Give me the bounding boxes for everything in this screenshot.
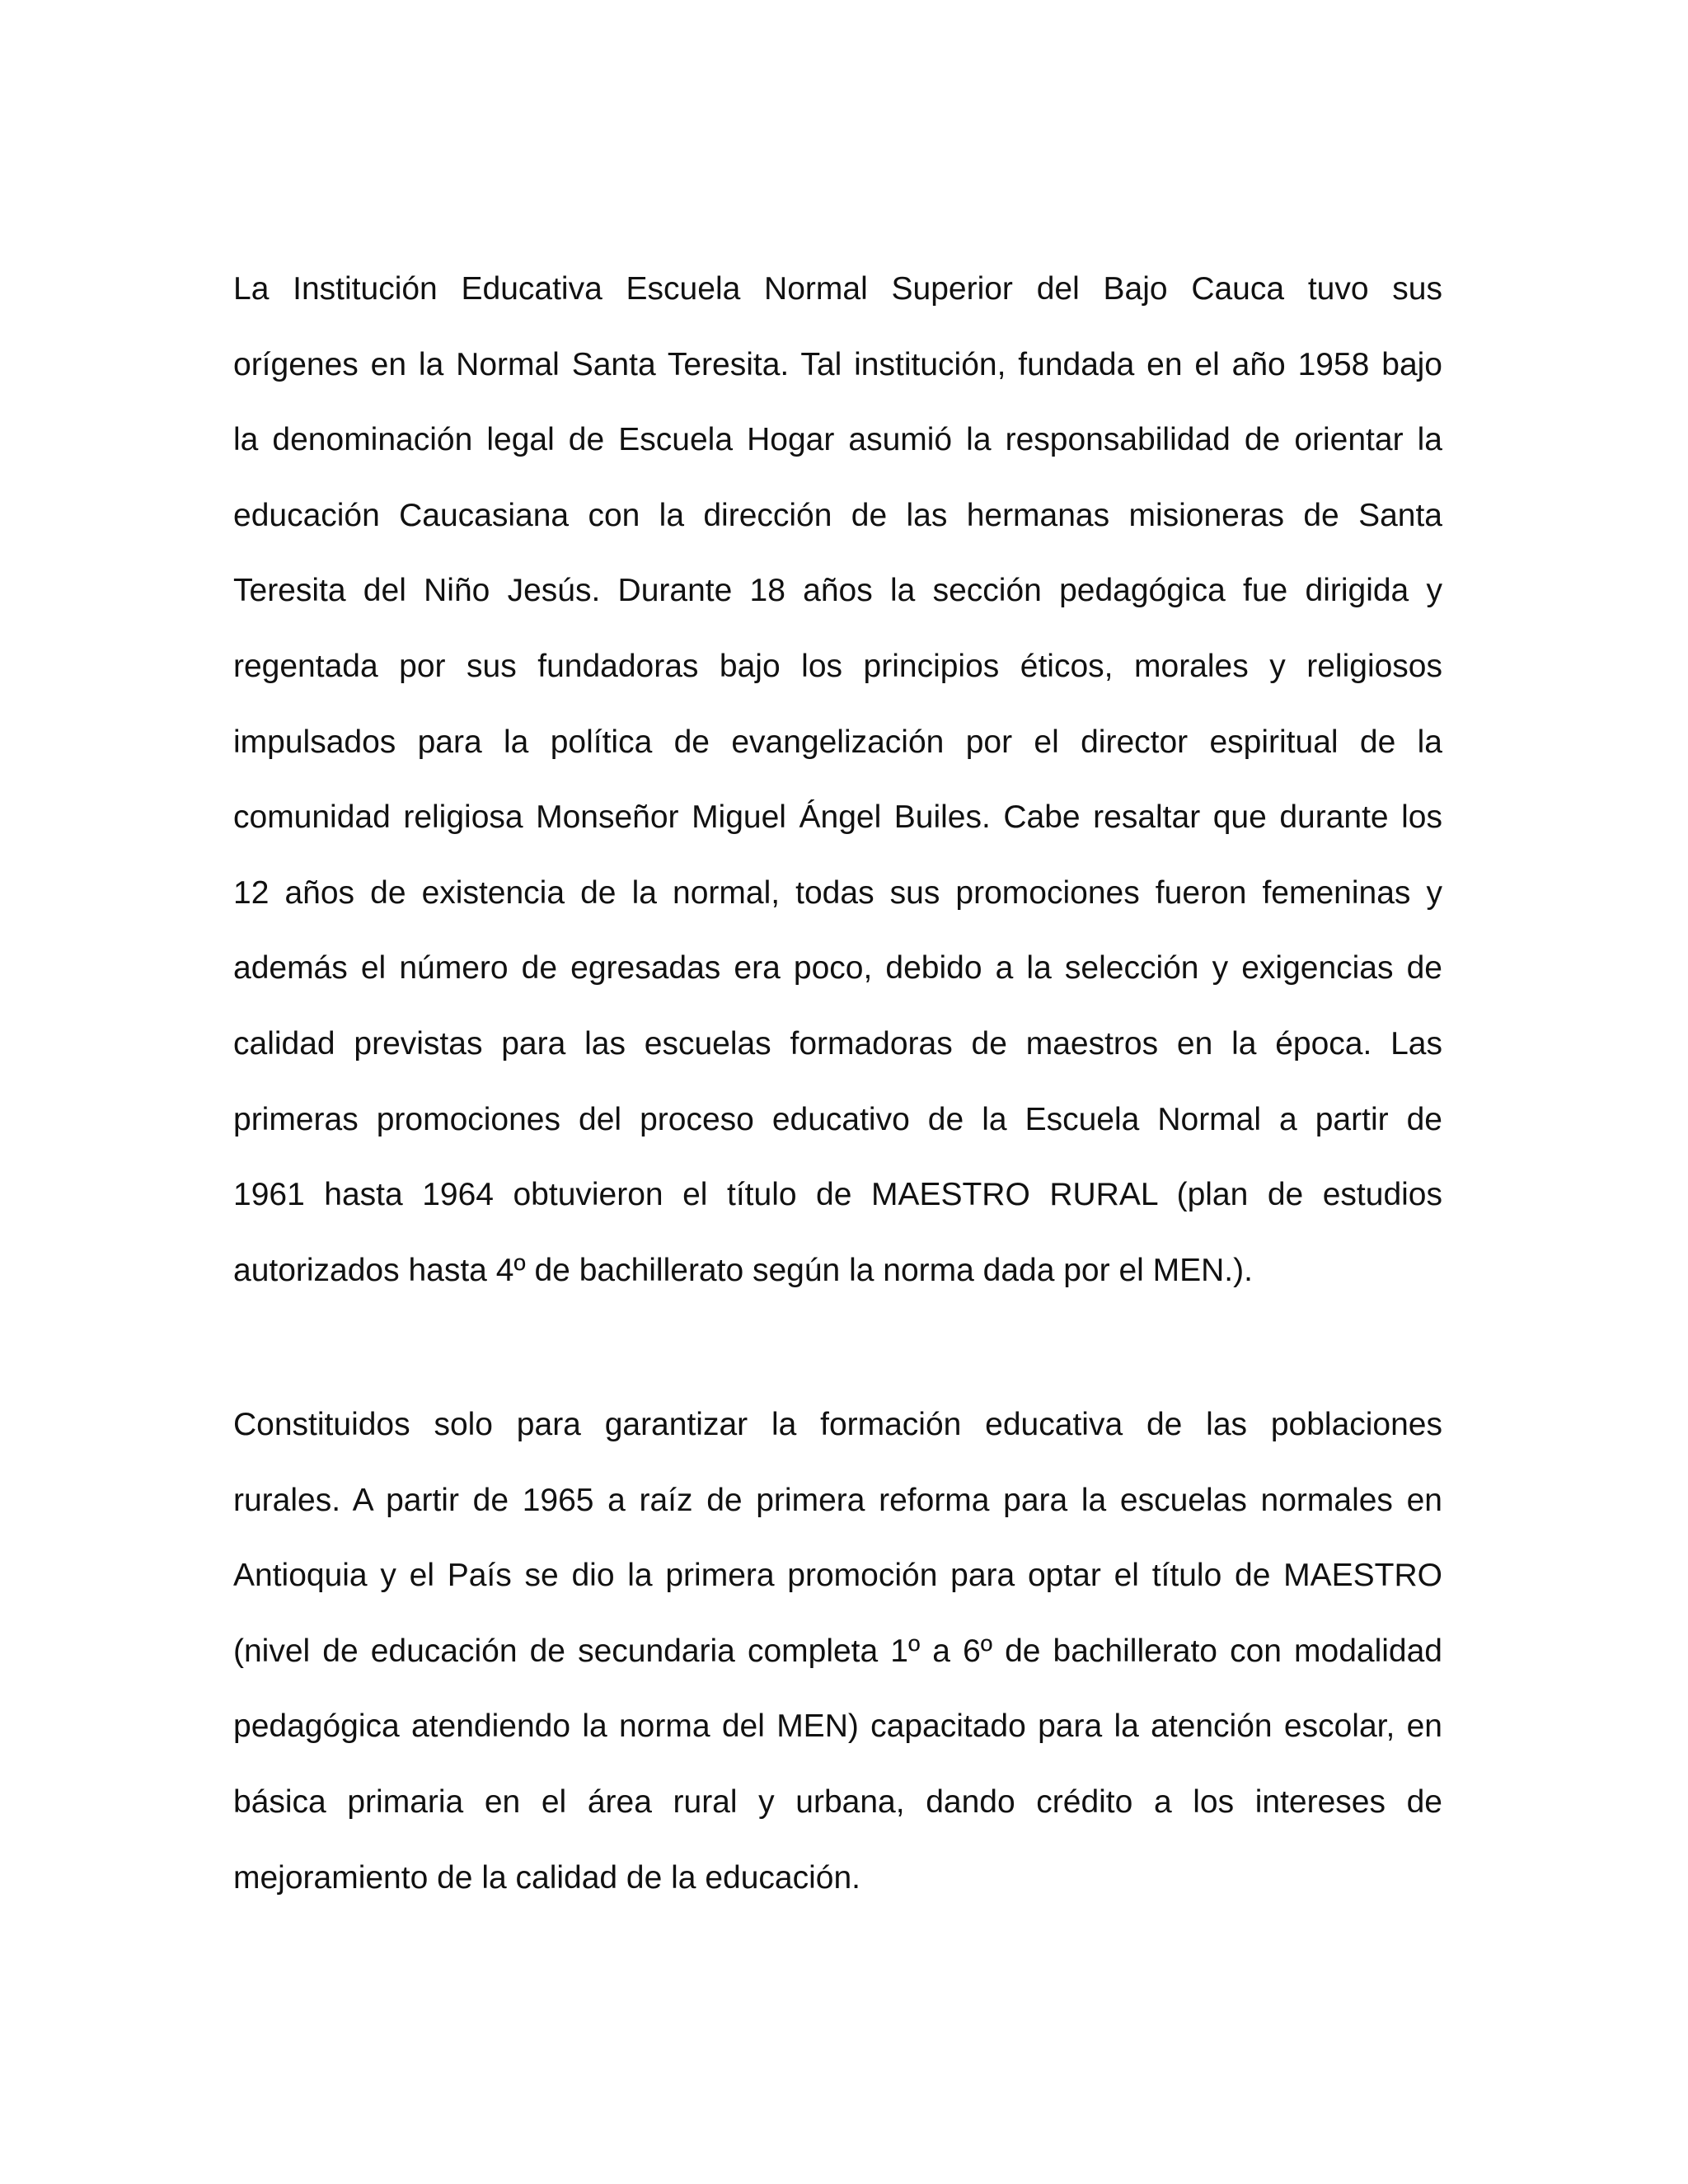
paragraph-1-line: primeras promociones del proceso educativo de la Escuela Normal a partir de <box>233 1101 1442 1137</box>
paragraph-2-line: pedagógica atendiendo la norma del MEN) capacitado para la atención escolar, en <box>233 1708 1442 1745</box>
paragraph-2-line: (nivel de educación de secundaria completa 1º a 6º de bachillerato con modalidad <box>233 1633 1442 1669</box>
paragraph-1-line: La Institución Educativa Escuela Normal Superior del Bajo Cauca tuvo sus <box>233 271 1442 307</box>
paragraph-1-line: 12 años de existencia de la normal, todas sus promociones fueron femeninas y <box>233 874 1442 911</box>
paragraph-2-line-last: mejoramiento de la calidad de la educación. <box>233 1859 860 1896</box>
paragraph-2-line: rurales. A partir de 1965 a raíz de primera reforma para la escuelas normales en <box>233 1482 1442 1518</box>
paragraph-2-line: Antioquia y el País se dio la primera promoción para optar el título de MAESTRO <box>233 1558 1442 1594</box>
paragraph-1-line: orígenes en la Normal Santa Teresita. Tal institución, fundada en el año 1958 bajo <box>233 346 1442 382</box>
paragraph-1-line: regentada por sus fundadoras bajo los principios éticos, morales y religiosos <box>233 648 1442 684</box>
paragraph-1-line: comunidad religiosa Monseñor Miguel Ángel Builes. Cabe resaltar que durante los <box>233 799 1442 836</box>
paragraph-2 <box>233 1387 1442 1915</box>
paragraph-2-line: básica primaria en el área rural y urbana, dando crédito a los intereses de <box>233 1783 1442 1820</box>
paragraph-1-line: calidad previstas para las escuelas formadoras de maestros en la época. Las <box>233 1025 1442 1062</box>
paragraph-1-line: Teresita del Niño Jesús. Durante 18 años la sección pedagógica fue dirigida y <box>233 573 1442 609</box>
paragraph-1-line: la denominación legal de Escuela Hogar asumió la responsabilidad de orientar la <box>233 422 1442 458</box>
paragraph-2-line: Constituidos solo para garantizar la formación educativa de las poblaciones <box>233 1407 1442 1442</box>
paragraph-1-line: además el número de egresadas era poco, debido a la selección y exigencias de <box>233 950 1442 987</box>
paragraph-1-line: educación Caucasiana con la dirección de las hermanas misioneras de Santa <box>233 497 1442 533</box>
paragraph-1-line: 1961 hasta 1964 obtuvieron el título de MAESTRO RURAL (plan de estudios <box>233 1177 1442 1213</box>
paragraph-1-line-last: autorizados hasta 4º de bachillerato según la norma dada por el MEN.). <box>233 1252 1253 1288</box>
paragraph-1-line: impulsados para la política de evangelización por el director espiritual de la <box>233 724 1442 760</box>
paragraph-1 <box>233 251 1442 1308</box>
